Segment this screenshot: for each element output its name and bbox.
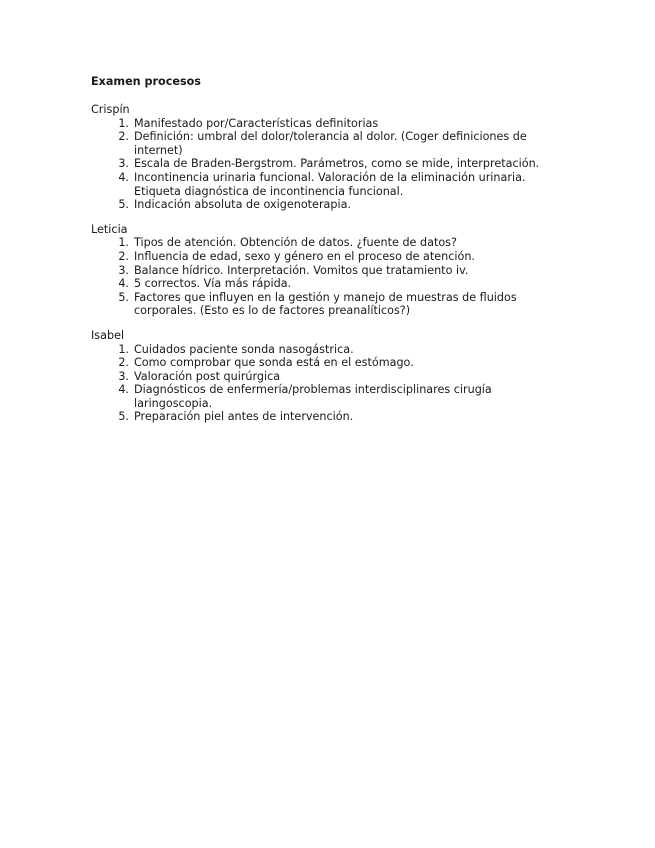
numbered-list [91, 236, 571, 318]
list-item-text: Escala de Braden-Bergstrom. Parámetros, como se mide, interpretación. [134, 157, 540, 171]
list-item-text: Diagnósticos de enfermería/problemas interdisciplinares cirugía laringoscopia. [134, 383, 492, 410]
document-title: Examen procesos [91, 75, 201, 88]
list-item [91, 250, 571, 264]
list-item [91, 130, 571, 157]
list-number: 1. [118, 116, 129, 130]
list-item-text: Manifestado por/Características definitorias [134, 116, 379, 130]
list-item-text: Incontinencia urinaria funcional. Valoración de la eliminación urinaria. Etiqueta diagnóstica de incontinencia funcional. [134, 170, 526, 198]
list-item [91, 264, 571, 278]
list-item [91, 277, 571, 291]
list-item [91, 383, 571, 410]
list-number: 2. [118, 356, 129, 370]
list-item [91, 198, 571, 212]
section-isabel [91, 329, 571, 424]
list-item [91, 343, 571, 357]
list-item [91, 117, 571, 131]
list-number: 5. [118, 198, 129, 212]
numbered-list [91, 343, 571, 425]
list-item [91, 356, 571, 370]
list-number: 4. [118, 170, 129, 184]
list-number: 5. [118, 410, 129, 424]
list-item [91, 171, 571, 198]
list-item-text: Preparación piel antes de intervención. [134, 410, 354, 424]
list-item-text: 5 correctos. Vía más rápida. [134, 277, 292, 291]
list-item [91, 236, 571, 250]
list-item-text: Definición: umbral del dolor/tolerancia al dolor. (Coger definiciones de internet) [134, 130, 527, 157]
section-heading: Isabel [91, 328, 125, 342]
list-number: 1. [118, 236, 129, 250]
list-number: 2. [118, 249, 129, 263]
list-number: 2. [118, 130, 129, 144]
list-number: 4. [118, 277, 129, 291]
section-heading: Leticia [91, 222, 128, 236]
list-item-text: Cuidados paciente sonda nasogástrica. [134, 342, 354, 356]
list-item-text: Factores que influyen en la gestión y manejo de muestras de fluidos corporales. (Esto es lo de factores preanalíticos?) [134, 290, 517, 318]
list-item-text: Indicación absoluta de oxigenoterapia. [134, 198, 352, 212]
section-crispin [91, 103, 571, 212]
list-item-text: Tipos de atención. Obtención de datos. ¿fuente de datos? [134, 236, 457, 250]
document-page [91, 75, 571, 435]
list-item-text: Valoración post quirúrgica [134, 369, 281, 383]
section-heading: Crispín [91, 103, 130, 116]
list-item [91, 157, 571, 171]
section-leticia [91, 223, 571, 318]
list-number: 4. [118, 383, 129, 397]
list-item-text: Influencia de edad, sexo y género en el proceso de atención. [134, 249, 475, 263]
list-item [91, 370, 571, 384]
list-number: 5. [118, 290, 129, 304]
list-number: 3. [118, 157, 129, 171]
list-item [91, 291, 571, 318]
list-number: 1. [118, 342, 129, 356]
list-number: 3. [118, 263, 129, 277]
list-item-text: Balance hídrico. Interpretación. Vomitos que tratamiento iv. [134, 263, 469, 277]
list-item [91, 410, 571, 424]
list-number: 3. [118, 369, 129, 383]
numbered-list [91, 117, 571, 212]
list-item-text: Como comprobar que sonda está en el estómago. [134, 356, 414, 370]
